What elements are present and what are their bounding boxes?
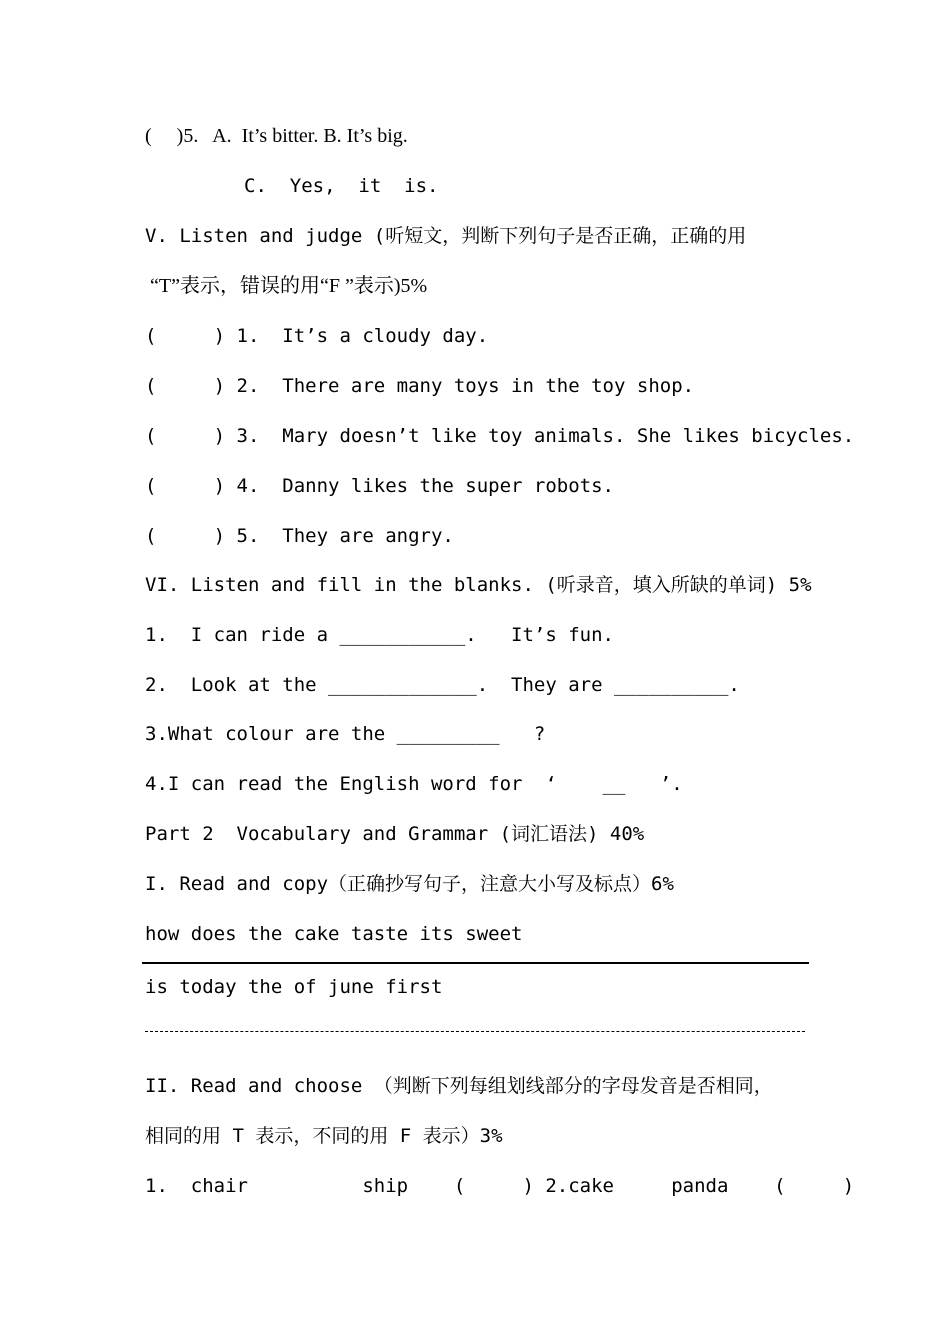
judge-item-2: ( ) 2. There are many toys in the toy shop. [145, 375, 695, 397]
answer-line-2 [145, 1031, 805, 1032]
copy-sentence-2: is today the of june first [145, 976, 443, 998]
listening-question-5-options-ab: ( )5. A. It’s bitter. B. It’s big. [145, 125, 408, 147]
section-6-heading: VI. Listen and fill in the blanks. (听录音，填入所缺的单词) 5% [145, 574, 812, 596]
listening-question-5-option-c: C. Yes, it is. [244, 175, 439, 197]
section-1-heading: I. Read and copy（正确抄写句子，注意大小写及标点）6% [145, 873, 674, 895]
answer-line-1 [142, 962, 809, 964]
copy-sentence-1: how does the cake taste its sweet [145, 923, 523, 945]
judge-item-4: ( ) 4. Danny likes the super robots. [145, 475, 614, 497]
fill-item-1: 1. I can ride a ___________. It’s fun. [145, 624, 614, 646]
fill-item-3: 3.What colour are the _________ ? [145, 723, 546, 745]
choose-row-1: 1. chair ship ( ) 2.cake panda ( ) [145, 1175, 855, 1197]
section-5-heading-continued: “T”表示，错误的用“F ”表示)5% [150, 275, 428, 297]
judge-item-3: ( ) 3. Mary doesn’t like toy animals. She likes bicycles. [145, 425, 855, 447]
section-5-heading: V. Listen and judge (听短文，判断下列句子是否正确，正确的用 [145, 225, 747, 247]
section-2-heading: II. Read and choose （判断下列每组划线部分的字母发音是否相同， [145, 1075, 773, 1097]
part-2-heading: Part 2 Vocabulary and Grammar (词汇语法) 40% [145, 823, 645, 845]
section-2-heading-continued: 相同的用 T 表示，不同的用 F 表示）3% [145, 1125, 503, 1147]
fill-item-2: 2. Look at the _____________. They are __________. [145, 674, 740, 696]
judge-item-5: ( ) 5. They are angry. [145, 525, 454, 547]
fill-item-4: 4.I can read the English word for ‘ __ ’. [145, 773, 683, 795]
judge-item-1: ( ) 1. It’s a cloudy day. [145, 325, 489, 347]
